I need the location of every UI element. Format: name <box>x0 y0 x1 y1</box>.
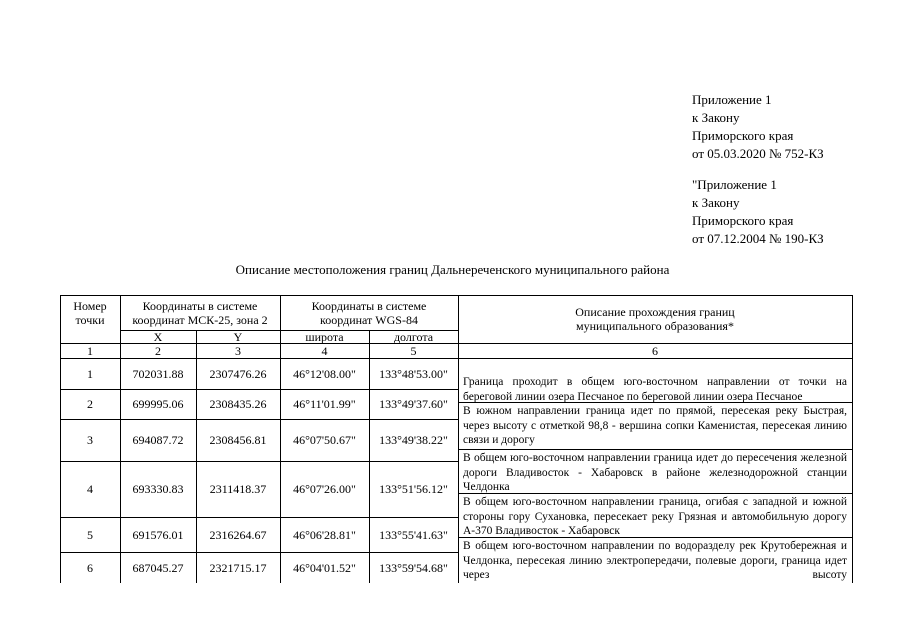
column-number: 3 <box>235 343 241 358</box>
longitude: 133°49'38.22" <box>379 433 448 447</box>
appendix-line: от 07.12.2004 № 190-КЗ <box>692 231 824 246</box>
point-number: 6 <box>87 560 93 575</box>
header-text: Номер <box>73 298 107 313</box>
appendix-original-block <box>692 176 824 248</box>
point-number: 3 <box>87 433 93 447</box>
boundary-description: В общем юго-восточном направлении по водоразделу рек Крутобережная и Челдонка, пересекая линию электропередачи, полевые дороги, граница идет через высоту <box>463 540 847 581</box>
coordinate-x: 687045.27 <box>132 560 184 575</box>
header-description <box>458 295 852 343</box>
boundary-points-table <box>60 295 853 583</box>
longitude: 133°51'56.12" <box>379 482 448 496</box>
coordinate-x: 702031.88 <box>132 366 184 381</box>
coordinate-x: 693330.83 <box>132 482 184 496</box>
coordinate-y: 2316264.67 <box>209 527 267 542</box>
column-number: 2 <box>155 343 161 358</box>
coordinate-y: 2307476.26 <box>209 366 267 381</box>
table-border <box>852 295 853 583</box>
column-number: 4 <box>321 343 328 358</box>
header-text: Описание прохождения границ <box>575 305 735 319</box>
point-number: 4 <box>87 482 93 496</box>
header-text: муниципального образования* <box>576 319 734 333</box>
point-number: 1 <box>87 366 93 381</box>
appendix-line: "Приложение 1 <box>692 177 777 192</box>
column-number: 6 <box>652 343 658 358</box>
header-text: Координаты в системе <box>311 298 427 313</box>
longitude: 133°59'54.68" <box>379 560 448 575</box>
appendix-current-block <box>692 91 824 163</box>
coordinate-y: 2308435.26 <box>209 397 267 411</box>
appendix-line: от 05.03.2020 № 752-КЗ <box>692 146 824 161</box>
coordinate-x: 691576.01 <box>132 527 184 542</box>
header-text: координат МСК-25, зона 2 <box>132 312 268 327</box>
appendix-line: Приморского края <box>692 128 794 143</box>
document-title: Описание местоположения границ Дальнереченского муниципального района <box>235 262 670 277</box>
header-wgs84 <box>280 295 458 330</box>
header-text: Координаты в системе <box>142 298 258 313</box>
column-number: 5 <box>410 343 417 358</box>
longitude: 133°55'41.63" <box>379 527 448 542</box>
coordinate-x: 694087.72 <box>132 433 184 447</box>
coordinate-y: 2308456.81 <box>209 433 267 447</box>
table-border <box>458 449 853 450</box>
latitude: 46°07'26.00" <box>293 482 356 496</box>
header-y: Y <box>233 329 243 344</box>
coordinate-y: 2311418.37 <box>209 482 267 496</box>
boundary-description: В общем юго-восточном направлении граница идет до пересечения железной дороги Владивосток - Хабаровск в районе железнодорожной станции Челдонка <box>463 452 847 493</box>
latitude: 46°12'08.00" <box>293 366 356 381</box>
header-text: точки <box>75 312 105 327</box>
appendix-line: Приложение 1 <box>692 92 772 107</box>
coordinate-y: 2321715.17 <box>209 560 267 575</box>
header-msk25 <box>120 295 280 330</box>
latitude: 46°06'28.81" <box>293 527 356 542</box>
appendix-line: Приморского края <box>692 213 794 228</box>
column-number: 1 <box>87 343 93 358</box>
point-number: 2 <box>87 397 93 411</box>
boundary-description: В южном направлении граница идет по прямой, пересекая реку Быстрая, через высоту с отметкой 98,8 - вершина сопки Каменистая, пересекая линию связи и дорогу <box>463 405 847 446</box>
header-longitude: долгота <box>393 329 434 344</box>
boundary-description: Граница проходит в общем юго-восточном направлении от точки на береговой линии озера Песчаное по береговой линии озера Песчаное <box>463 376 847 403</box>
header-x: X <box>153 329 163 344</box>
appendix-line: к Закону <box>692 195 740 210</box>
boundary-description: В общем юго-восточном направлении граница, огибая с западной и южной стороны гору Сухановка, пересекает реку Грязная и автомобильную дорогу А-370 Владивосток - Хабаровск <box>463 496 847 537</box>
latitude: 46°11'01.99" <box>293 397 356 411</box>
header-point-number <box>60 295 120 330</box>
latitude: 46°04'01.52" <box>293 560 356 575</box>
coordinate-x: 699995.06 <box>132 397 184 411</box>
header-latitude: широта <box>305 329 344 344</box>
header-text: координат WGS-84 <box>320 312 418 327</box>
longitude: 133°48'53.00" <box>379 366 448 381</box>
longitude: 133°49'37.60" <box>379 397 448 411</box>
latitude: 46°07'50.67" <box>293 433 356 447</box>
point-number: 5 <box>87 527 93 542</box>
appendix-line: к Закону <box>692 110 740 125</box>
